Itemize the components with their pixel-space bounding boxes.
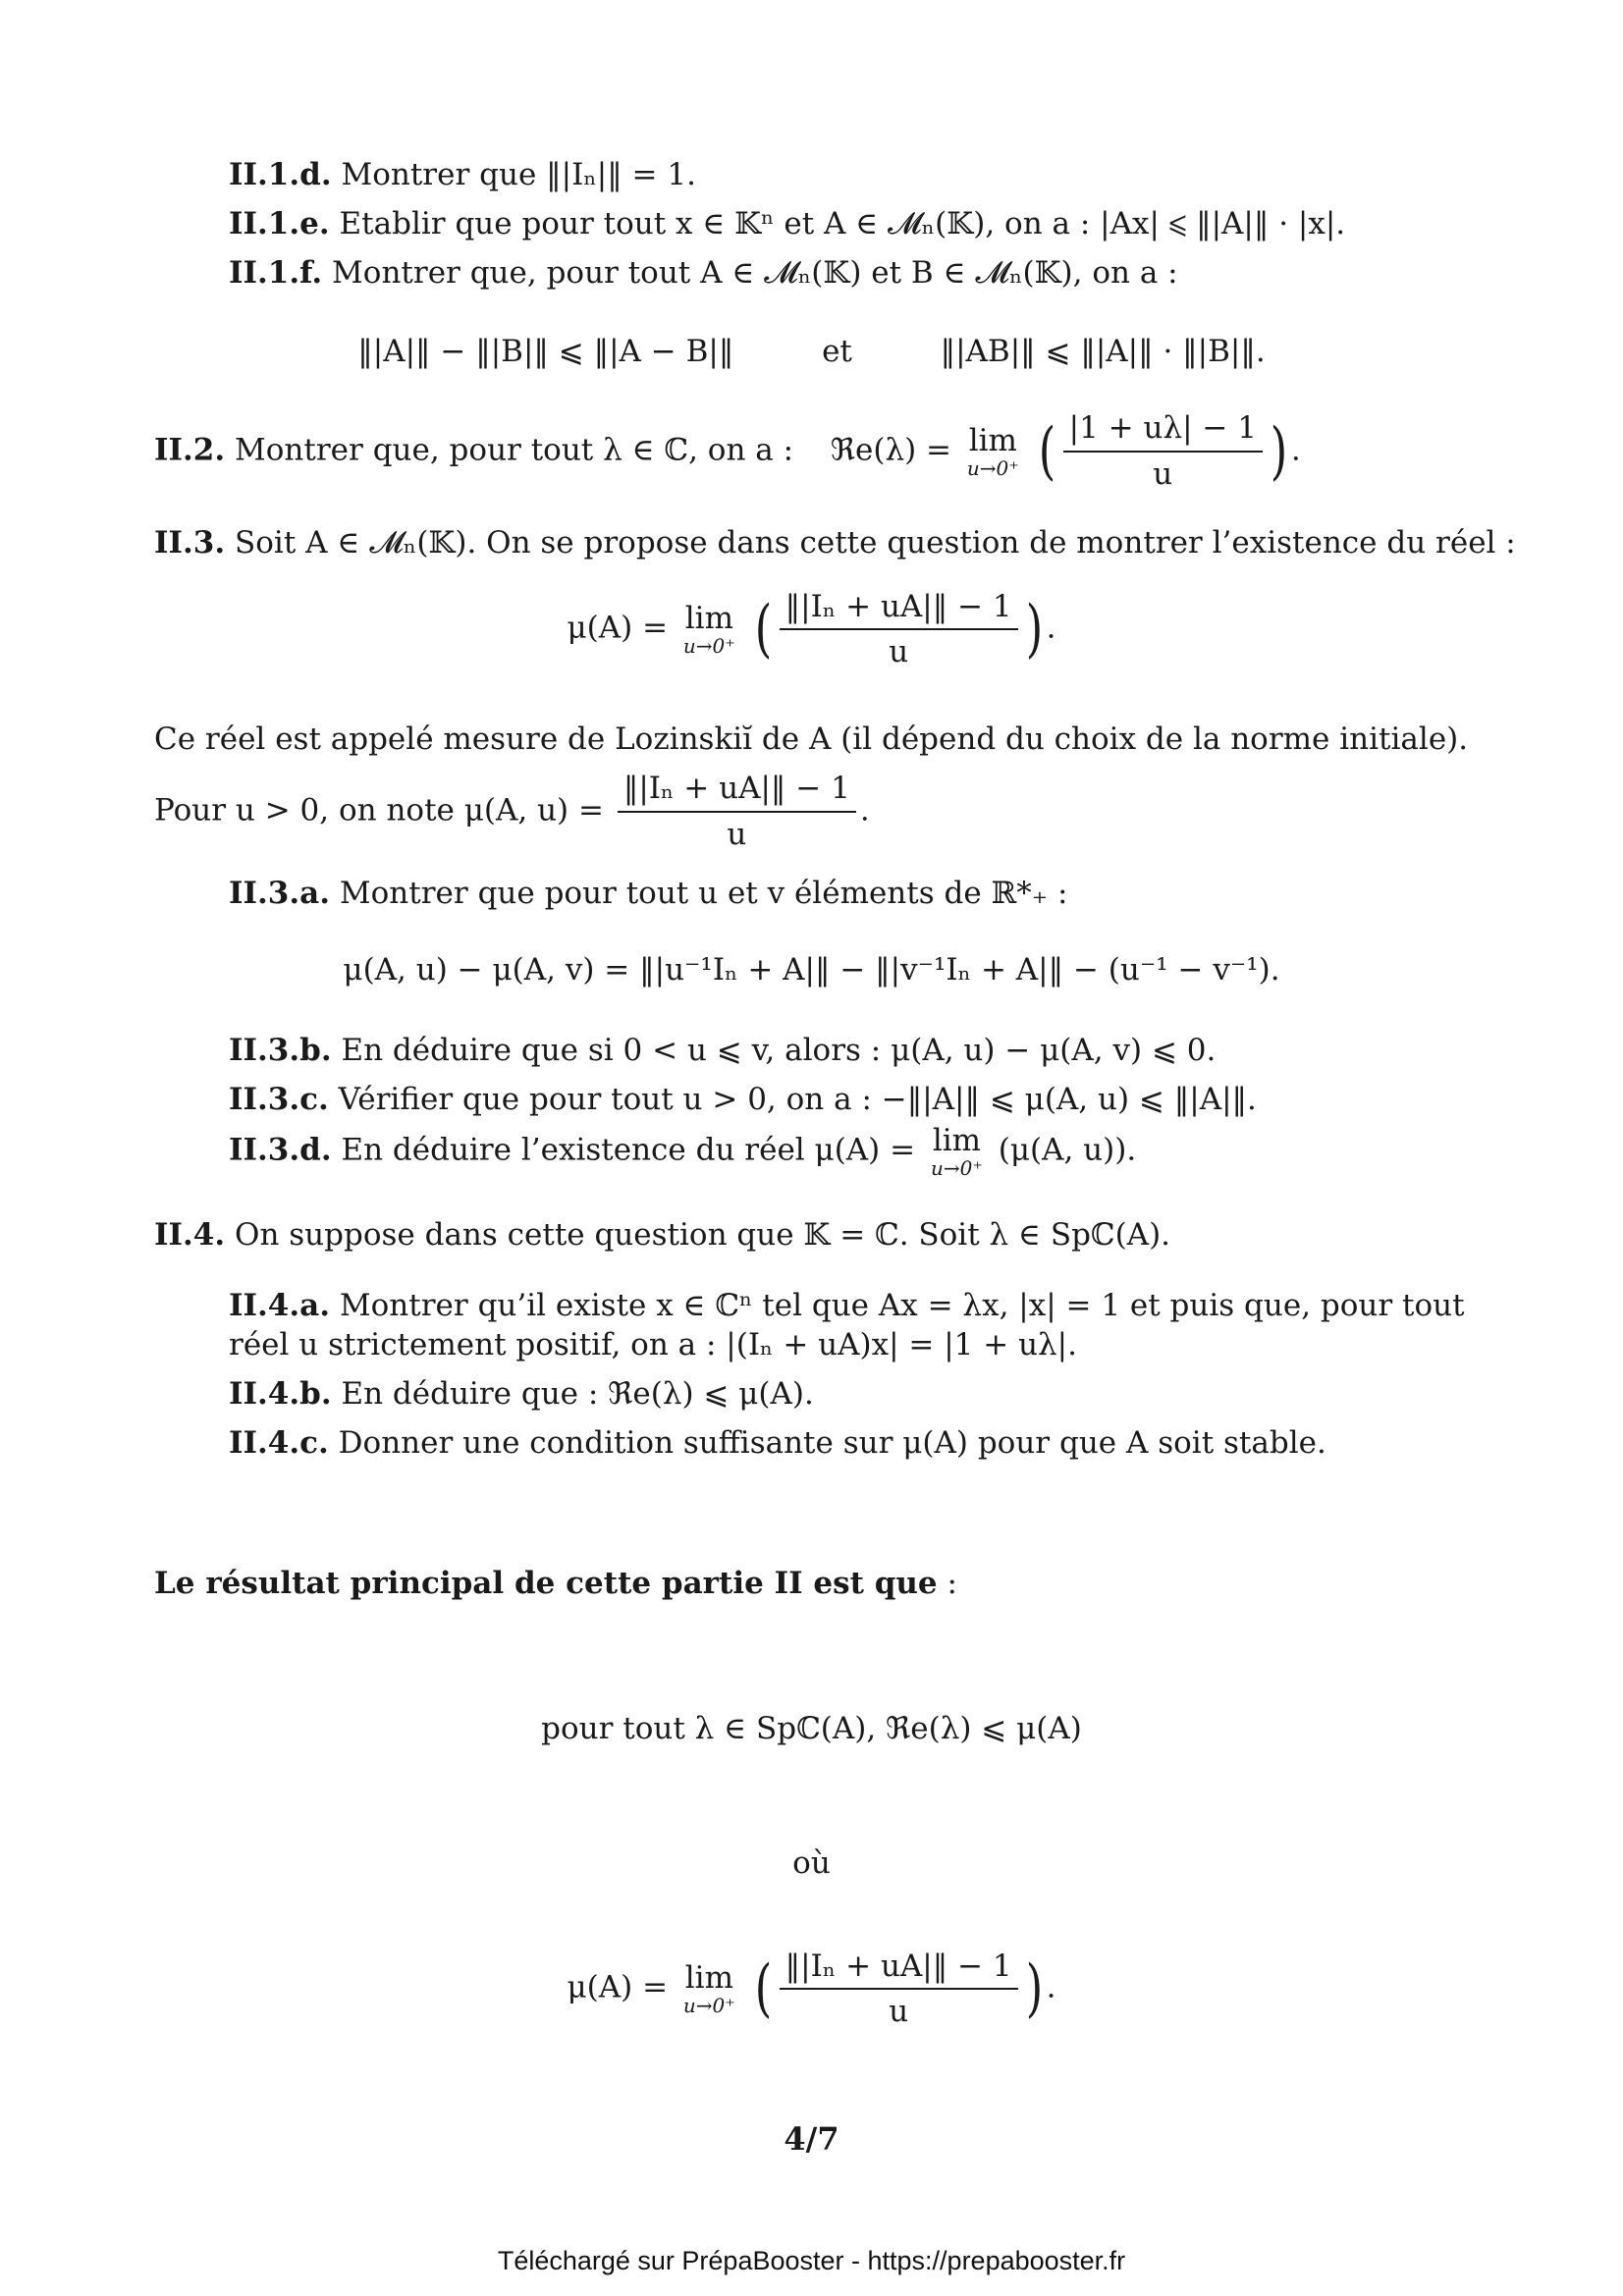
question-text: Soit A ∈ 𝓜ₙ(𝕂). On se propose dans cette question de montrer l’existence du réel : xyxy=(225,525,1516,561)
limit-operator xyxy=(931,1124,983,1179)
equation-II-1-f xyxy=(0,334,1623,369)
question-II-1-e xyxy=(229,206,1345,242)
left-paren: ( xyxy=(754,1952,772,2025)
numerator: ‖|Iₙ + uA|‖ − 1 xyxy=(618,771,856,813)
question-text: Etablir que pour tout x ∈ 𝕂ⁿ et A ∈ 𝓜ₙ(𝕂), on a : |Ax| ⩽ ‖|A|‖ · |x|. xyxy=(329,206,1346,241)
equation-II-3 xyxy=(0,589,1623,669)
question-label: II.3.d. xyxy=(229,1132,332,1168)
lim-text: lim xyxy=(684,600,733,636)
question-label: II.4. xyxy=(154,1217,226,1253)
lim-text: lim xyxy=(684,1959,733,1996)
question-II-4-a xyxy=(229,1288,1465,1324)
equation-end: (μ(A, u)). xyxy=(998,1132,1137,1168)
denominator: u xyxy=(1153,456,1173,493)
lim-text: lim xyxy=(932,1123,982,1158)
fraction xyxy=(618,771,856,853)
left-paren: ( xyxy=(754,593,772,666)
limit-operator xyxy=(683,602,735,657)
question-label: II.1.e. xyxy=(229,206,330,241)
lim-subscript: u→0⁺ xyxy=(966,456,1019,481)
lim-text: lim xyxy=(968,423,1017,459)
question-II-3 xyxy=(154,525,1516,561)
equation-end: . xyxy=(859,792,870,828)
question-II-1-d xyxy=(229,157,696,193)
denominator: u xyxy=(889,634,909,669)
limit-operator xyxy=(967,424,1019,479)
left-paren: ( xyxy=(1038,414,1055,488)
equation-right: ‖|AB|‖ ⩽ ‖|A|‖ · ‖|B|‖. xyxy=(940,334,1266,369)
question-text: Montrer que ‖|Iₙ|‖ = 1. xyxy=(331,157,696,192)
equation-lhs: μ(A) = xyxy=(567,610,669,646)
question-label: II.1.f. xyxy=(229,255,323,291)
result-intro-bold: Le résultat principal de cette partie II est que xyxy=(154,1566,938,1601)
question-label: II.4.c. xyxy=(229,1425,329,1461)
question-II-3-d xyxy=(229,1124,1136,1179)
question-II-3-c xyxy=(229,1082,1257,1118)
question-text: Montrer que pour tout u et v éléments de ℝ*₊ : xyxy=(330,876,1068,911)
result-intro-rest: : xyxy=(937,1566,957,1601)
question-text: En déduire l’existence du réel μ(A) = xyxy=(331,1132,916,1168)
limit-operator xyxy=(683,1961,735,2016)
equation-II-3-a: μ(A, u) − μ(A, v) = ‖|u⁻¹Iₙ + A|‖ − ‖|v⁻¹Iₙ + A|‖ − (u⁻¹ − v⁻¹). xyxy=(343,952,1280,988)
question-II-1-f xyxy=(229,255,1178,292)
equation-end: . xyxy=(1046,610,1056,646)
paragraph-lozinskii: Ce réel est appelé mesure de Lozinskiĭ de A (il dépend du choix de la norme initiale). xyxy=(154,721,1469,757)
question-text: Vérifier que pour tout u > 0, on a : −‖|A|‖ ⩽ μ(A, u) ⩽ ‖|A|‖. xyxy=(328,1082,1257,1117)
result-equation: pour tout λ ∈ Spℂ(A), ℜe(λ) ⩽ μ(A) xyxy=(541,1711,1082,1746)
question-text: En déduire que si 0 < u ⩽ v, alors : μ(A, u) − μ(A, v) ⩽ 0. xyxy=(331,1033,1217,1068)
question-II-3-b xyxy=(229,1033,1216,1069)
page-number: 4/7 xyxy=(784,2120,839,2158)
question-label: II.4.b. xyxy=(229,1376,332,1412)
equation-final xyxy=(0,1949,1623,2029)
numerator: ‖|Iₙ + uA|‖ − 1 xyxy=(780,1949,1018,1990)
question-label: II.3.a. xyxy=(229,876,331,911)
equation-connector: et xyxy=(822,334,852,369)
numerator: |1 + uλ| − 1 xyxy=(1063,410,1263,453)
question-text: On suppose dans cette question que 𝕂 = ℂ. Soit λ ∈ Spℂ(A). xyxy=(225,1217,1171,1253)
equation-lhs: ℜe(λ) = xyxy=(830,432,952,468)
question-label: II.3.b. xyxy=(229,1033,332,1068)
footer-download-notice: Téléchargé sur PrépaBooster - https://prepabooster.fr xyxy=(497,2246,1126,2275)
lim-subscript: u→0⁺ xyxy=(682,1994,735,2018)
fraction xyxy=(780,589,1018,669)
question-II-3-a xyxy=(229,876,1067,912)
question-label: II.2. xyxy=(154,432,226,468)
paragraph-note xyxy=(154,771,870,853)
equation-left: ‖|A|‖ − ‖|B|‖ ⩽ ‖|A − B|‖ xyxy=(357,334,734,369)
question-text: Donner une condition suffisante sur μ(A) pour que A soit stable. xyxy=(328,1425,1326,1461)
right-paren: ) xyxy=(1025,1952,1043,2025)
question-II-4-a-continued: réel u strictement positif, on a : |(Iₙ + uA)x| = |1 + uλ|. xyxy=(229,1327,1077,1362)
result-connector: où xyxy=(792,1845,831,1881)
denominator: u xyxy=(727,817,747,853)
question-II-4-c xyxy=(229,1425,1326,1462)
question-II-4-b xyxy=(229,1376,814,1413)
question-label: II.3.c. xyxy=(229,1082,329,1117)
question-label: II.3. xyxy=(154,525,226,561)
numerator: ‖|Iₙ + uA|‖ − 1 xyxy=(780,589,1018,630)
question-text: En déduire que : ℜe(λ) ⩽ μ(A). xyxy=(331,1376,814,1412)
note-text: Pour u > 0, on note μ(A, u) = xyxy=(154,792,604,828)
equation-end: . xyxy=(1290,432,1301,468)
question-label: II.4.a. xyxy=(229,1288,331,1323)
fraction xyxy=(1063,410,1263,493)
question-II-2 xyxy=(154,410,1301,493)
equation-lhs: μ(A) = xyxy=(567,1969,669,2005)
denominator: u xyxy=(889,1994,909,2029)
question-label: II.1.d. xyxy=(229,157,332,192)
question-text: Montrer que, pour tout A ∈ 𝓜ₙ(𝕂) et B ∈ 𝓜ₙ(𝕂), on a : xyxy=(322,255,1178,291)
lim-subscript: u→0⁺ xyxy=(682,634,735,659)
equation-end: . xyxy=(1046,1969,1056,2005)
fraction xyxy=(780,1949,1018,2029)
result-intro xyxy=(154,1566,957,1602)
question-text: Montrer que, pour tout λ ∈ ℂ, on a : xyxy=(225,432,794,468)
lim-subscript: u→0⁺ xyxy=(930,1156,983,1181)
right-paren: ) xyxy=(1025,593,1043,666)
question-II-4 xyxy=(154,1217,1170,1254)
question-text: Montrer qu’il existe x ∈ ℂⁿ tel que Ax = λx, |x| = 1 et puis que, pour tout xyxy=(330,1288,1465,1323)
right-paren: ) xyxy=(1270,414,1288,488)
